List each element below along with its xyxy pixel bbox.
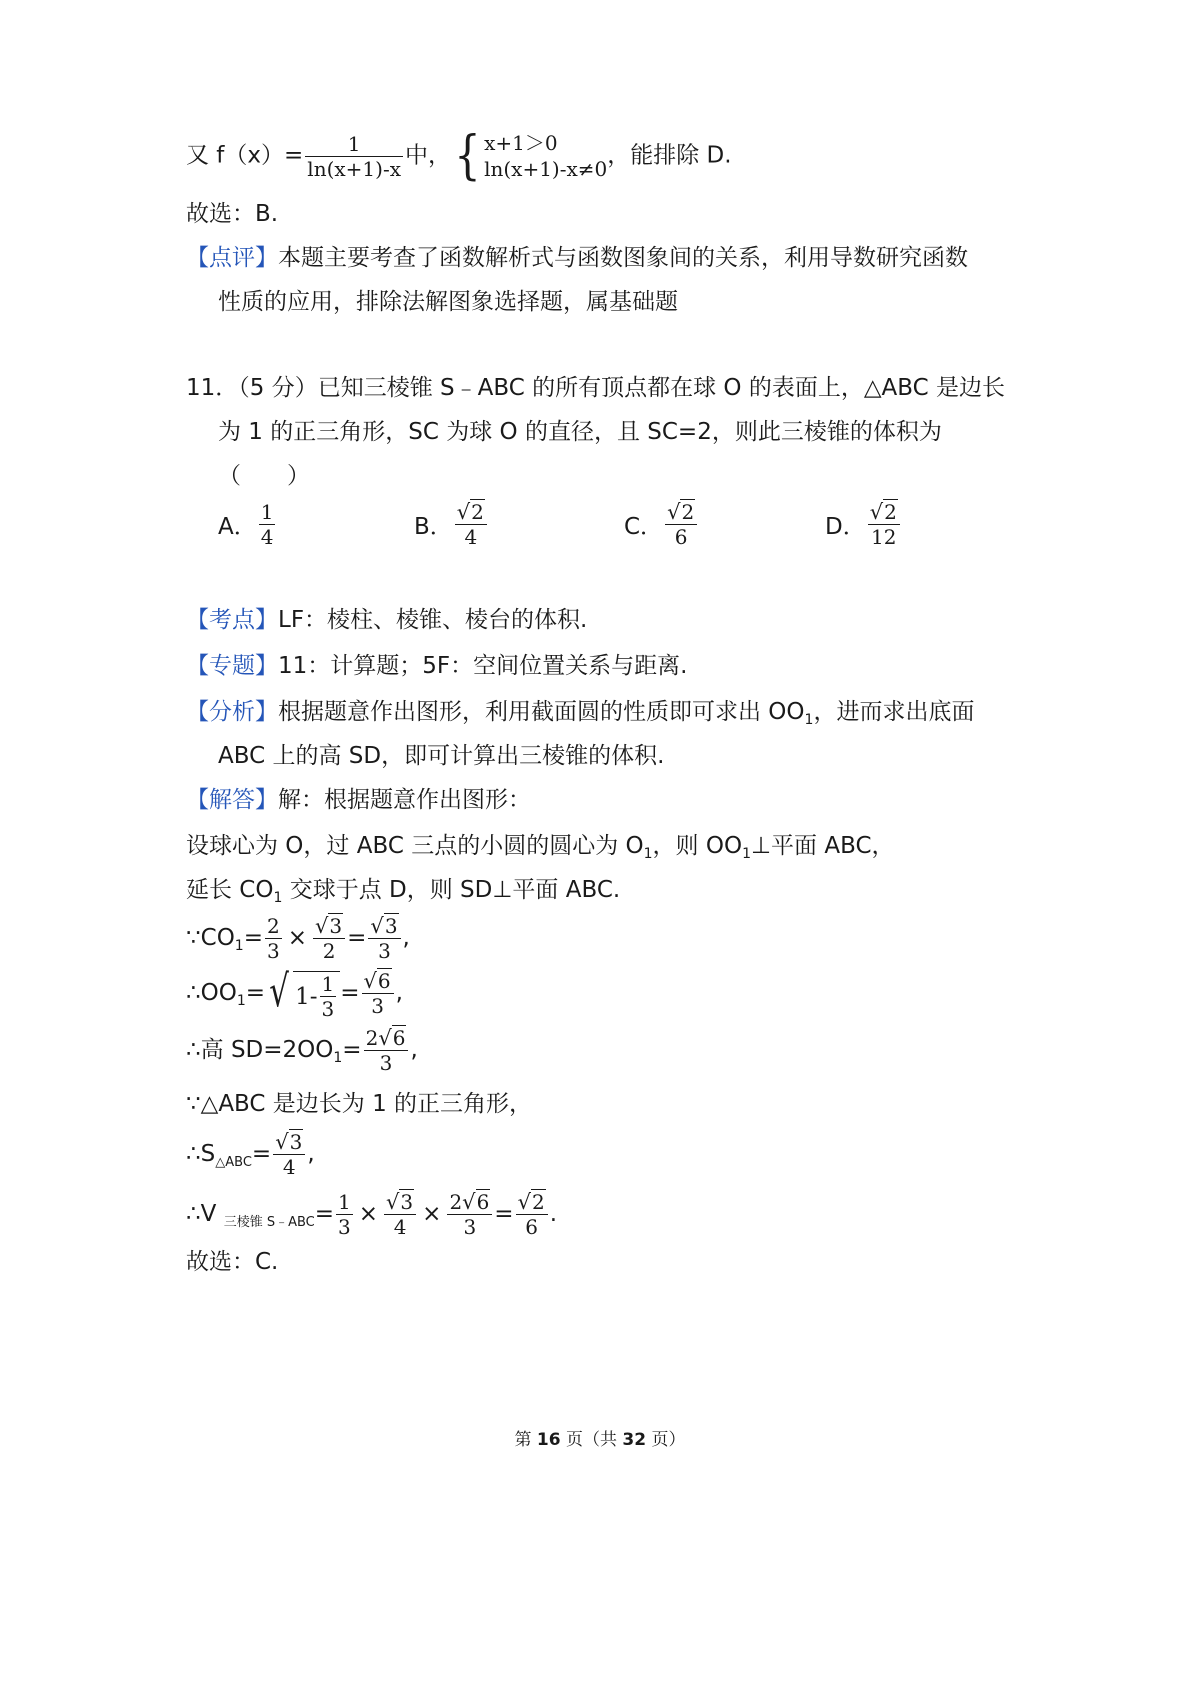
equation-oo1: $\therefore OO_1=$ √ 1- $\frac{1}{3}$ = $\frac{√6}{3}$ , (186, 966, 403, 1021)
zhuanti: 【专题】11：计算题；5F：空间位置关系与距离. (186, 653, 688, 679)
question-line-3: （ ） (218, 463, 310, 489)
solution-line-2: 延长 $CO_1$ 交球于点 D，则 SD⊥平面 ABC. (186, 877, 621, 906)
option-a: A． $\frac{1}{4}$ (218, 500, 274, 549)
equation-sd: ∴高 $SD=2OO_1=$ $\frac{2√6}{3}$ , (186, 1026, 418, 1075)
line-f-definition: 又 f（x）= $\frac{1}{\ln(x+1)-x}$ 中， { x+1＞0 ln(x+1)-x≠0 ，能排除 D. (186, 126, 732, 186)
question-line-1: 11．（5 分）已知三棱锥 S﹣ABC 的所有顶点都在球 O 的表面上，△ABC 是边长 (186, 375, 1005, 401)
page-number: 16 (536, 1430, 561, 1450)
comment-tag: 【点评】 (186, 245, 278, 271)
f-prefix: 又 f（x）= (186, 142, 304, 169)
answer-b: 故选：B. (186, 201, 279, 227)
question-line-2: 为 1 的正三角形，SC 为球 O 的直径，且 SC=2，则此三棱锥的体积为 (218, 419, 942, 445)
fenxi: 【分析】根据题意作出图形，利用截面圆的性质即可求出 $OO_1$，进而求出底面 (186, 699, 975, 728)
option-c: C． $\frac{√2}{6}$ (624, 500, 699, 549)
fenxi-cont: ABC 上的高 SD，即可计算出三棱锥的体积. (218, 743, 665, 769)
comment: 【点评】本题主要考查了函数解析式与函数图象间的关系，利用导数研究函数 (186, 245, 968, 271)
inequality-system: { x+1＞0 ln(x+1)-x≠0 (454, 126, 608, 186)
equation-triangle: ∵△ABC 是边长为 1 的正三角形， (186, 1091, 533, 1117)
option-b: B． $\frac{√2}{4}$ (414, 500, 489, 549)
equation-co1: $\because CO_1=$ $\frac{2}{3}$ × $\frac{√3}{2}$ = $\frac{√3}{3}$ , (186, 914, 410, 963)
page-footer: 第 16 页（共 32 页） (514, 1430, 686, 1450)
equation-volume: ∴V $_{三棱锥 S﹣ABC}$= $\frac{1}{3}$ × $\frac{√3}{4}$ × $\frac{2√6}{3}$ = $\frac{√2}{6}$ . (186, 1190, 558, 1239)
page-total: 32 (622, 1430, 647, 1450)
jieda: 【解答】解：根据题意作出图形： (186, 787, 531, 813)
equation-area: $\therefore S_{\triangle ABC}=$ $\frac{√3}{4}$ , (186, 1130, 315, 1179)
comment-cont: 性质的应用，排除法解图象选择题，属基础题 (218, 289, 678, 315)
solution-line-1: 设球心为 O，过 ABC 三点的小圆的圆心为 $O_1$，则 $OO_1\perp$平面 ABC， (186, 833, 895, 862)
option-d: D． $\frac{√2}{12}$ (825, 500, 902, 549)
kaodian: 【考点】LF：棱柱、棱锥、棱台的体积. (186, 607, 588, 633)
answer-c: 故选：C. (186, 1249, 279, 1275)
fraction-f: $\frac{1}{\ln(x+1)-x}$ (307, 131, 401, 181)
